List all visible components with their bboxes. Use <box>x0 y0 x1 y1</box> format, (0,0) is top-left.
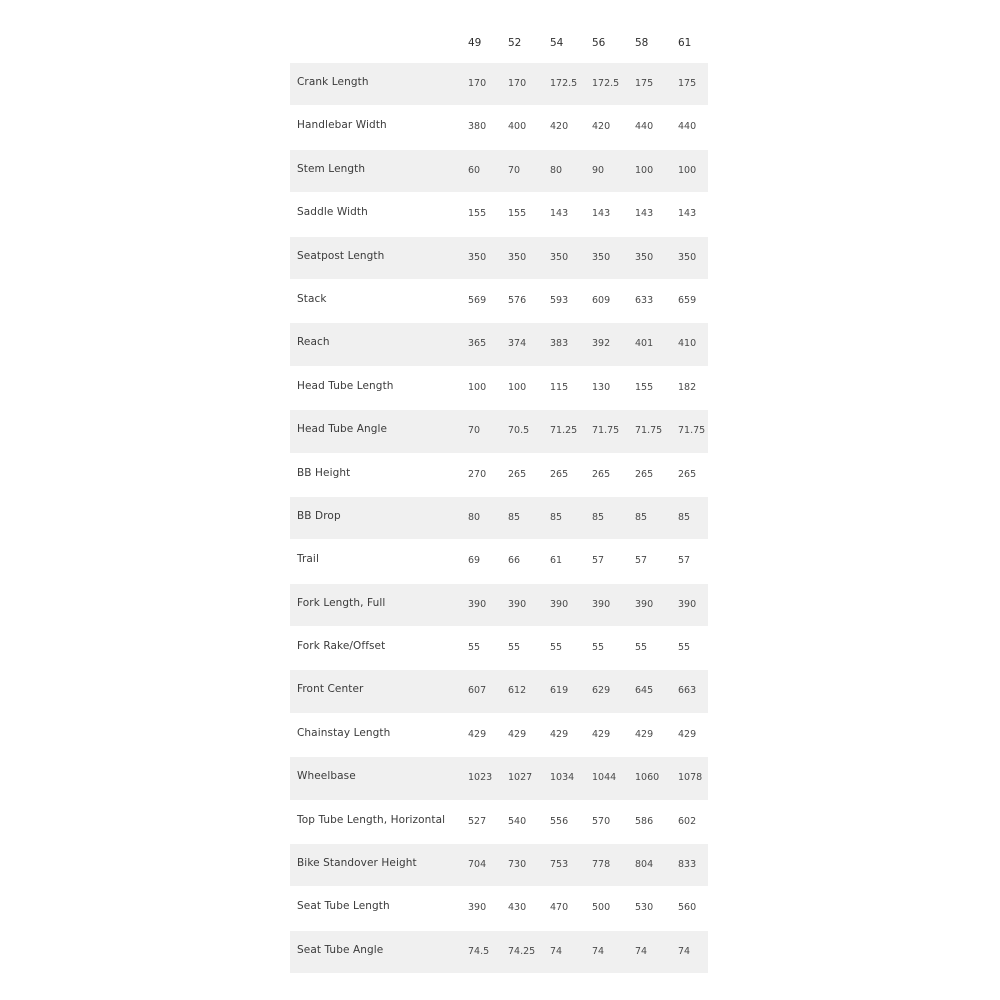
table-cell: 390 <box>635 598 654 610</box>
table-cell: 74 <box>592 945 605 957</box>
table-cell: 602 <box>678 815 697 827</box>
table-row <box>290 193 708 236</box>
table-cell: 400 <box>508 121 527 133</box>
table-cell: 612 <box>508 685 527 697</box>
table-cell: 74.25 <box>508 945 536 957</box>
table-cell: 570 <box>592 815 611 827</box>
table-cell: 350 <box>635 251 654 263</box>
table-cell: 420 <box>550 121 569 133</box>
table-cell: 350 <box>592 251 611 263</box>
row-label: Seat Tube Length <box>297 900 390 913</box>
table-cell: 74 <box>550 945 563 957</box>
table-cell: 71.75 <box>635 425 663 437</box>
table-cell: 155 <box>508 208 527 220</box>
table-cell: 619 <box>550 685 569 697</box>
table-row <box>290 627 708 670</box>
row-label: Stack <box>297 292 327 305</box>
table-row <box>290 280 708 323</box>
table-row <box>290 714 708 757</box>
table-cell: 265 <box>678 468 697 480</box>
row-label: Trail <box>297 553 319 566</box>
table-cell: 70 <box>468 425 481 437</box>
table-cell: 100 <box>678 164 697 176</box>
table-cell: 55 <box>635 642 648 654</box>
table-cell: 390 <box>508 598 527 610</box>
table-cell: 69 <box>468 555 481 567</box>
table-row <box>290 106 708 149</box>
table-cell: 115 <box>550 381 569 393</box>
table-cell: 401 <box>635 338 654 350</box>
row-label: Head Tube Angle <box>297 423 388 436</box>
row-label: Crank Length <box>297 76 369 88</box>
table-cell: 71.25 <box>550 425 578 437</box>
table-cell: 55 <box>468 642 481 654</box>
table-cell: 350 <box>678 251 697 263</box>
table-cell: 778 <box>592 859 611 871</box>
table-cell: 392 <box>592 338 611 350</box>
table-cell: 429 <box>508 728 527 740</box>
table-row <box>290 150 708 193</box>
table-cell: 170 <box>508 78 527 89</box>
table-cell: 365 <box>468 338 487 350</box>
row-label: BB Drop <box>297 509 341 522</box>
table-cell: 85 <box>635 511 648 523</box>
table-cell: 429 <box>635 728 654 740</box>
table-cell: 593 <box>550 294 569 306</box>
table-cell: 390 <box>678 598 697 610</box>
table-cell: 659 <box>678 294 697 306</box>
table-cell: 804 <box>635 859 654 871</box>
table-row <box>290 757 708 800</box>
table-cell: 74 <box>635 945 648 957</box>
table-row <box>290 63 708 106</box>
table-cell: 57 <box>635 555 648 567</box>
table-cell: 390 <box>550 598 569 610</box>
table-cell: 130 <box>592 381 611 393</box>
table-cell: 1078 <box>678 772 703 784</box>
table-cell: 55 <box>592 642 605 654</box>
table-cell: 1044 <box>592 772 617 784</box>
size-header-cell: 61 <box>678 37 692 49</box>
table-cell: 172.5 <box>550 78 578 89</box>
table-cell: 730 <box>508 859 527 871</box>
table-cell: 143 <box>635 208 654 220</box>
table-cell: 607 <box>468 685 487 697</box>
table-cell: 833 <box>678 859 697 871</box>
table-cell: 753 <box>550 859 569 871</box>
table-row <box>290 410 708 453</box>
table-cell: 429 <box>592 728 611 740</box>
size-header-cell: 49 <box>468 37 482 49</box>
table-row <box>290 844 708 887</box>
table-cell: 629 <box>592 685 611 697</box>
size-header-row <box>290 20 708 63</box>
table-row <box>290 323 708 366</box>
row-label: Reach <box>297 336 330 349</box>
table-cell: 71.75 <box>678 425 706 437</box>
table-cell: 374 <box>508 338 527 350</box>
table-cell: 633 <box>635 294 654 306</box>
table-cell: 55 <box>678 642 691 654</box>
table-cell: 420 <box>592 121 611 133</box>
table-cell: 170 <box>468 78 487 89</box>
row-label: Seat Tube Angle <box>297 943 384 956</box>
table-cell: 1023 <box>468 772 493 784</box>
table-cell: 569 <box>468 294 487 306</box>
table-cell: 80 <box>550 164 563 176</box>
table-cell: 143 <box>678 208 697 220</box>
row-label: Fork Rake/Offset <box>297 640 386 653</box>
table-cell: 61 <box>550 555 563 567</box>
row-label: Head Tube Length <box>297 379 394 392</box>
table-row <box>290 670 708 713</box>
table-cell: 350 <box>508 251 527 263</box>
table-cell: 380 <box>468 121 487 133</box>
table-cell: 350 <box>550 251 569 263</box>
table-row <box>290 887 708 930</box>
table-cell: 143 <box>592 208 611 220</box>
table-cell: 530 <box>635 902 654 914</box>
table-cell: 390 <box>468 598 487 610</box>
table-cell: 429 <box>468 728 487 740</box>
size-header-cell: 54 <box>550 37 564 49</box>
table-cell: 55 <box>550 642 563 654</box>
size-header-cell: 56 <box>592 37 606 49</box>
table-cell: 55 <box>508 642 521 654</box>
table-row <box>290 367 708 410</box>
table-cell: 100 <box>508 381 527 393</box>
table-cell: 71.75 <box>592 425 620 437</box>
table-cell: 265 <box>635 468 654 480</box>
table-cell: 410 <box>678 338 697 350</box>
table-cell: 440 <box>678 121 697 133</box>
table-body <box>290 63 708 974</box>
table-cell: 60 <box>468 164 481 176</box>
table-cell: 270 <box>468 468 487 480</box>
table-cell: 57 <box>592 555 605 567</box>
table-row <box>290 540 708 583</box>
table-cell: 80 <box>468 511 481 523</box>
table-cell: 265 <box>508 468 527 480</box>
table-cell: 182 <box>678 381 697 393</box>
table-cell: 66 <box>508 555 521 567</box>
table-cell: 175 <box>678 78 697 89</box>
table-cell: 390 <box>592 598 611 610</box>
size-header-cell: 58 <box>635 37 649 49</box>
row-label: Stem Length <box>297 162 366 175</box>
table-cell: 57 <box>678 555 691 567</box>
table-cell: 576 <box>508 294 527 306</box>
table-cell: 90 <box>592 164 605 176</box>
table-cell: 1060 <box>635 772 660 784</box>
row-label: Bike Standover Height <box>297 857 417 870</box>
table-cell: 85 <box>678 511 691 523</box>
row-label: Fork Length, Full <box>297 596 386 609</box>
row-label: Handlebar Width <box>297 119 387 132</box>
table-cell: 560 <box>678 902 697 914</box>
table-cell: 350 <box>468 251 487 263</box>
table-cell: 470 <box>550 902 569 914</box>
table-cell: 175 <box>635 78 654 89</box>
table-cell: 70.5 <box>508 425 530 437</box>
table-cell: 527 <box>468 815 487 827</box>
table-cell: 143 <box>550 208 569 220</box>
table-cell: 663 <box>678 685 697 697</box>
table-cell: 265 <box>550 468 569 480</box>
table-cell: 85 <box>592 511 605 523</box>
row-label: Chainstay Length <box>297 726 391 739</box>
row-label: BB Height <box>297 466 351 479</box>
table-cell: 85 <box>508 511 521 523</box>
table-cell: 609 <box>592 294 611 306</box>
table-cell: 429 <box>678 728 697 740</box>
table-cell: 500 <box>592 902 611 914</box>
table-cell: 645 <box>635 685 654 697</box>
table-cell: 70 <box>508 164 521 176</box>
row-label: Seatpost Length <box>297 249 385 262</box>
table-cell: 1034 <box>550 772 575 784</box>
table-cell: 556 <box>550 815 569 827</box>
table-row <box>290 931 708 974</box>
table-cell: 74.5 <box>468 945 490 957</box>
table-cell: 586 <box>635 815 654 827</box>
table-cell: 100 <box>468 381 487 393</box>
table-cell: 704 <box>468 859 487 871</box>
table-row <box>290 801 708 844</box>
table-row <box>290 454 708 497</box>
table-row <box>290 584 708 627</box>
table-cell: 74 <box>678 945 691 957</box>
size-header-cell: 52 <box>508 37 522 49</box>
table-cell: 100 <box>635 164 654 176</box>
table-cell: 155 <box>635 381 654 393</box>
table-cell: 540 <box>508 815 527 827</box>
table-cell: 429 <box>550 728 569 740</box>
geometry-table <box>290 20 708 974</box>
row-label: Wheelbase <box>297 770 356 783</box>
table-cell: 155 <box>468 208 487 220</box>
table-row <box>290 497 708 540</box>
table-row <box>290 237 708 280</box>
table-cell: 85 <box>550 511 563 523</box>
table-cell: 383 <box>550 338 569 350</box>
row-label: Front Center <box>297 683 364 696</box>
table-cell: 430 <box>508 902 527 914</box>
table-cell: 1027 <box>508 772 533 784</box>
table-cell: 440 <box>635 121 654 133</box>
row-label: Top Tube Length, Horizontal <box>297 813 446 826</box>
table-cell: 390 <box>468 902 487 914</box>
table-cell: 265 <box>592 468 611 480</box>
table-cell: 172.5 <box>592 78 620 89</box>
row-label: Saddle Width <box>297 206 368 219</box>
